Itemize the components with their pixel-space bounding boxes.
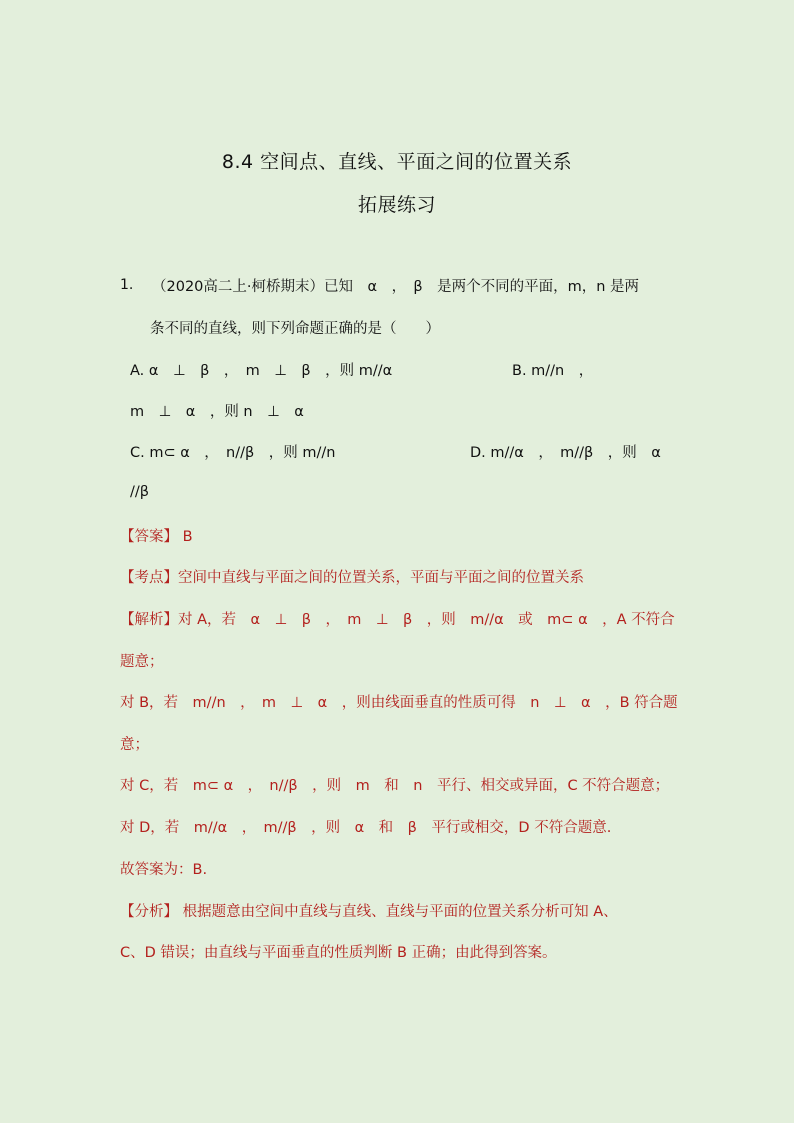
option-c: C. m⊂ α ， n//β ，则 m//n	[130, 445, 336, 461]
kaodian-section	[120, 566, 584, 587]
answer-section	[120, 525, 193, 546]
jiexi-line6: 对 D，若 m//α ， m//β ，则 α 和 β 平行或相交，D 不符合题意.	[120, 820, 612, 836]
fenxi-line2: C、D 错误；由直线与平面垂直的性质判断 B 正确；由此得到答案。	[120, 945, 557, 961]
kaodian-label: 【考点】	[120, 570, 178, 586]
option-a: A. α ⊥ β ， m ⊥ β ，则 m//α	[130, 363, 393, 379]
answer-label: 【答案】	[120, 529, 178, 545]
jiexi-text-1: 对 A，若 α ⊥ β ， m ⊥ β ，则 m//α 或 m⊂ α ，A 不符合	[178, 612, 675, 628]
question-stem-line2: 条不同的直线，则下列命题正确的是（ ）	[150, 321, 440, 337]
page-title: 8.4 空间点、直线、平面之间的位置关系	[221, 151, 573, 173]
jiexi-line7: 故答案为：B.	[120, 862, 208, 878]
option-d-part2: //β	[130, 484, 150, 500]
question-stem-line1: （2020高二上·柯桥期末）已知 α ， β 是两个不同的平面，m，n 是两	[152, 279, 639, 295]
jiexi-line5: 对 C，若 m⊂ α ， n//β ，则 m 和 n 平行、相交或异面，C 不符合题意；	[120, 778, 670, 794]
question-number: 1.	[120, 277, 134, 293]
answer-value: B	[182, 529, 193, 545]
fenxi-text-1: 根据题意由空间中直线与直线、直线与平面的位置关系分析可知 A、	[178, 904, 618, 920]
jiexi-label: 【解析】	[120, 612, 178, 628]
fenxi-line1	[120, 900, 618, 921]
option-b-part1: B. m//n ，	[512, 363, 594, 379]
jiexi-line1	[120, 608, 675, 629]
fenxi-label: 【分析】	[120, 904, 178, 920]
jiexi-line3: 对 B，若 m//n ， m ⊥ α ，则由线面垂直的性质可得 n ⊥ α ，B 符合题	[120, 695, 678, 711]
jiexi-line4: 意；	[120, 737, 149, 753]
kaodian-text: 空间中直线与平面之间的位置关系，平面与平面之间的位置关系	[178, 570, 584, 586]
option-d-part1: D. m//α ， m//β ，则 α	[470, 445, 661, 461]
option-b-part2: m ⊥ α ，则 n ⊥ α	[130, 404, 304, 420]
page-subtitle: 拓展练习	[357, 194, 436, 216]
jiexi-line2: 题意；	[120, 654, 164, 670]
